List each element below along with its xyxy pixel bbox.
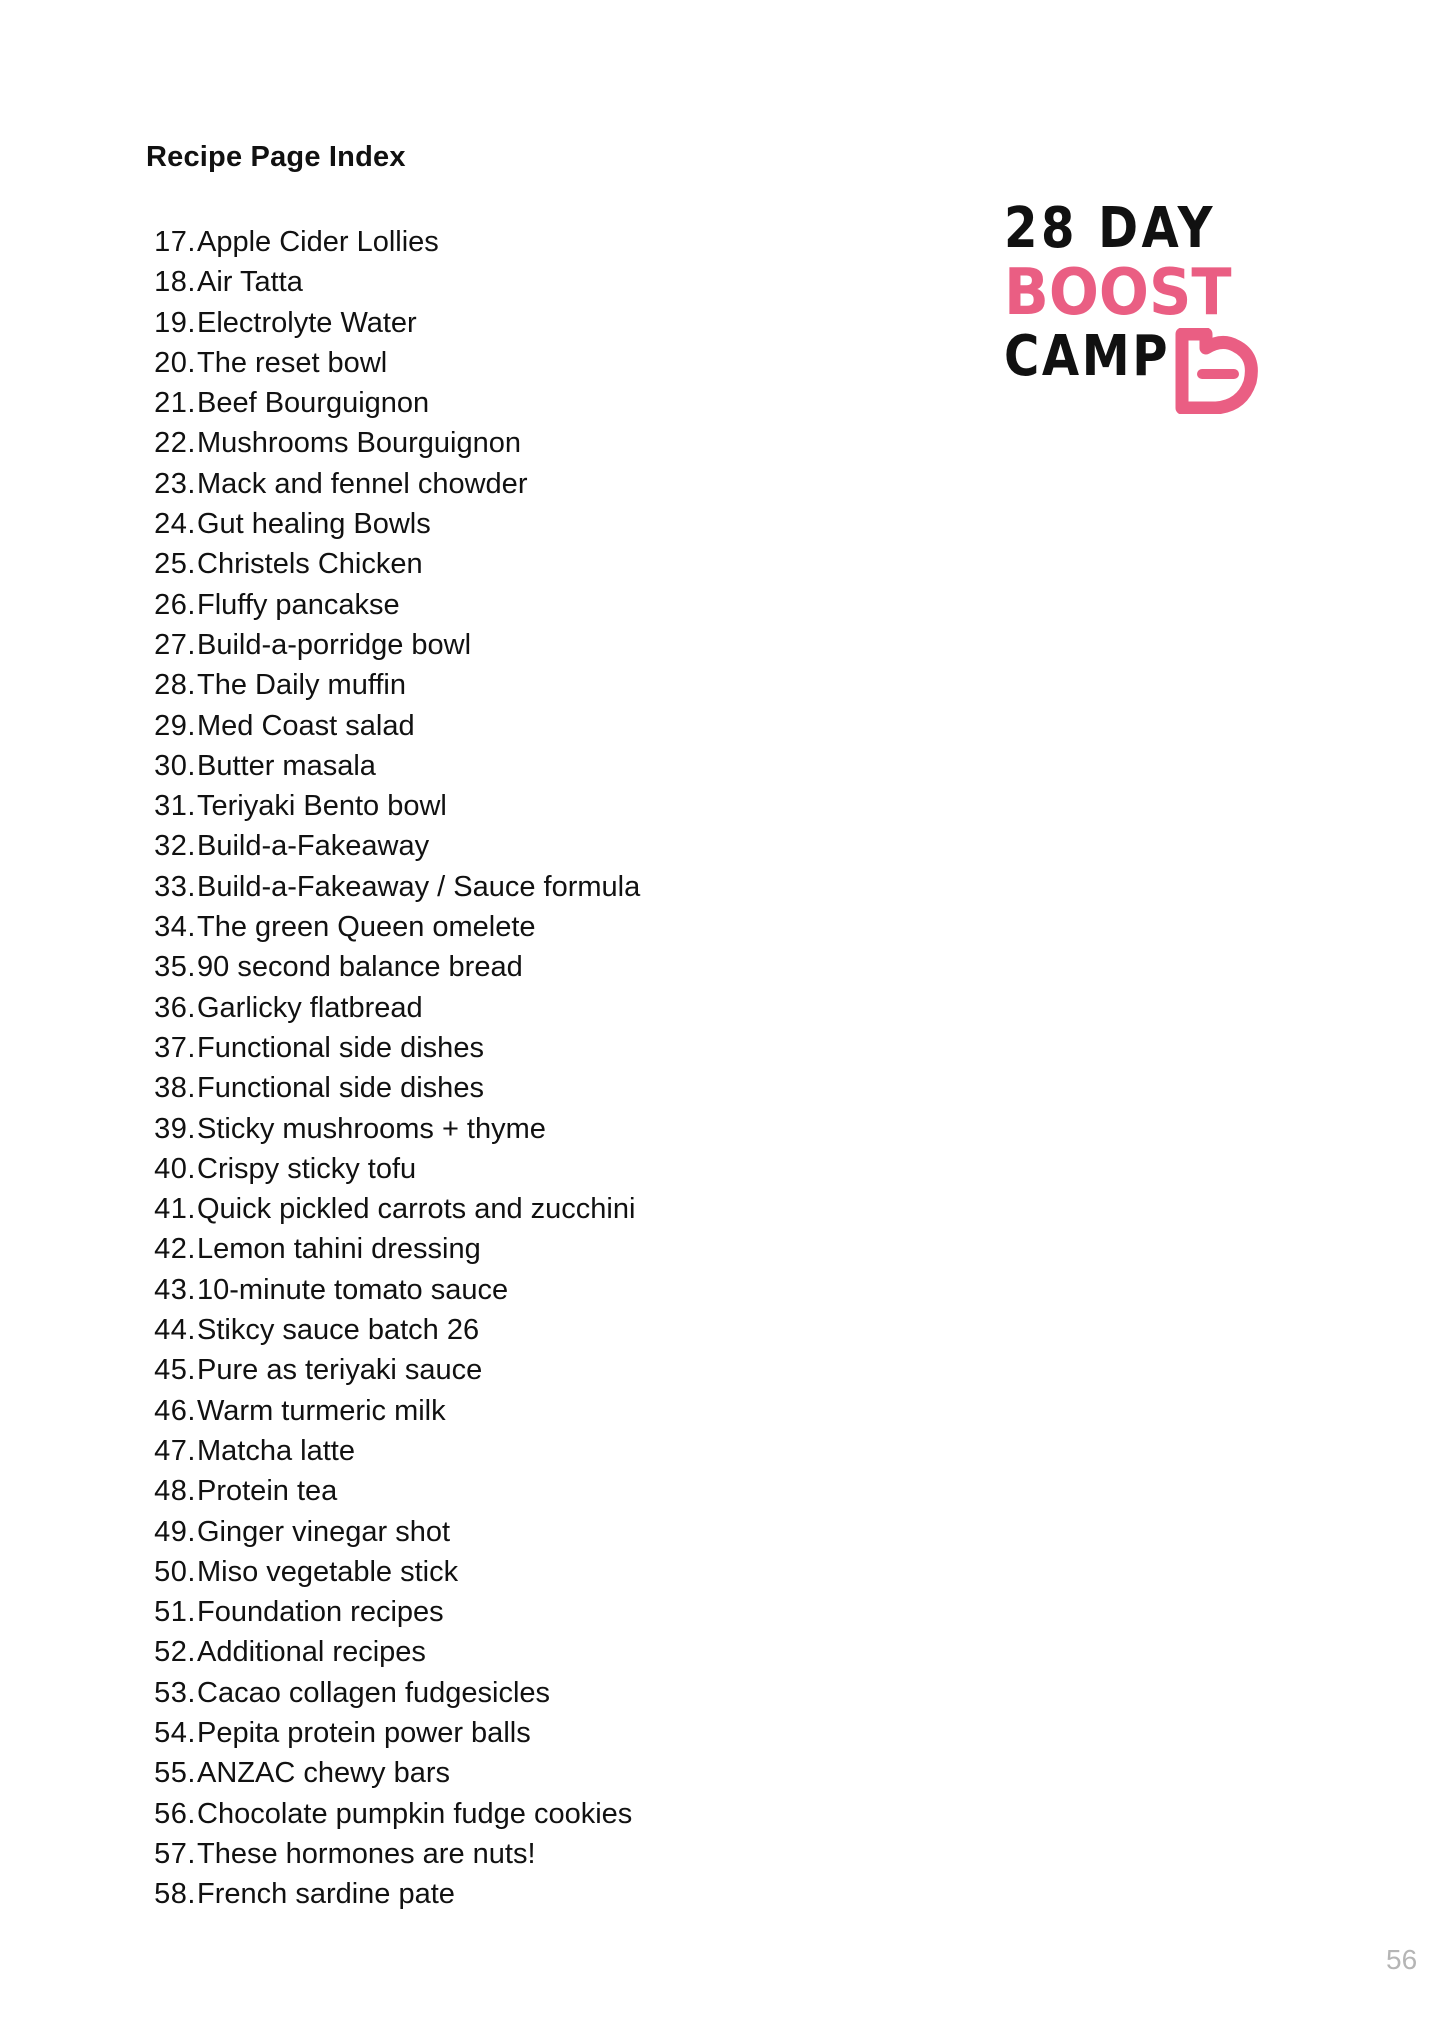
recipe-title: Protein tea xyxy=(197,1475,338,1508)
recipe-title: Build-a-Fakeaway xyxy=(197,830,430,863)
recipe-title: Build-a-Fakeaway / Sauce formula xyxy=(197,870,641,903)
recipe-page-number: 25. xyxy=(154,548,196,581)
list-item xyxy=(146,383,640,423)
list-item xyxy=(146,1310,640,1350)
recipe-index-list xyxy=(146,222,640,1914)
list-item xyxy=(146,1270,640,1310)
recipe-page-number: 56. xyxy=(154,1797,196,1830)
list-item xyxy=(146,1753,640,1793)
list-item xyxy=(146,423,640,463)
recipe-page-number: 28. xyxy=(154,669,196,702)
recipe-page-number: 54. xyxy=(154,1716,196,1749)
list-item xyxy=(146,1109,640,1149)
recipe-title: Apple Cider Lollies xyxy=(197,226,439,258)
recipe-title: Teriyaki Bento bowl xyxy=(197,790,447,823)
recipe-page-number: 22. xyxy=(154,427,196,460)
list-item xyxy=(146,262,640,302)
recipe-title: Air Tatta xyxy=(197,266,303,299)
list-item xyxy=(146,1431,640,1471)
recipe-title: 10-minute tomato sauce xyxy=(197,1273,509,1306)
list-item xyxy=(146,826,640,866)
recipe-page-number: 41. xyxy=(154,1193,196,1226)
recipe-title: Warm turmeric milk xyxy=(197,1394,446,1427)
recipe-title: These hormones are nuts! xyxy=(197,1837,536,1870)
list-item xyxy=(146,1834,640,1874)
recipe-page-number: 31. xyxy=(154,790,196,823)
recipe-title: Matcha latte xyxy=(197,1434,355,1467)
recipe-title: Garlicky flatbread xyxy=(197,991,423,1024)
list-item xyxy=(146,1068,640,1108)
recipe-title: Cacao collagen fudgesicles xyxy=(197,1676,551,1709)
recipe-page-number: 51. xyxy=(154,1596,196,1629)
recipe-title: Fluffy pancakse xyxy=(197,588,400,621)
list-item xyxy=(146,303,640,343)
recipe-title: The Daily muffin xyxy=(197,669,406,702)
list-item xyxy=(146,907,640,947)
recipe-title: 90 second balance bread xyxy=(197,951,523,984)
recipe-page-number: 44. xyxy=(154,1314,196,1347)
list-item xyxy=(146,585,640,625)
logo-line-28-day: 28 DAY xyxy=(1004,196,1216,261)
recipe-title: Gut healing Bowls xyxy=(197,508,431,541)
recipe-page-number: 39. xyxy=(154,1112,196,1145)
recipe-title: Mack and fennel chowder xyxy=(197,467,528,500)
recipe-page-number: 19. xyxy=(154,306,196,339)
recipe-page-number: 38. xyxy=(154,1072,196,1105)
recipe-page-number: 32. xyxy=(154,830,196,863)
recipe-page-number: 35. xyxy=(154,951,196,984)
list-item xyxy=(146,1028,640,1068)
recipe-page-number: 43. xyxy=(154,1273,196,1306)
recipe-title: Pure as teriyaki sauce xyxy=(197,1354,483,1387)
list-item xyxy=(146,1794,640,1834)
recipe-page-number: 57. xyxy=(154,1837,196,1870)
list-item xyxy=(146,1552,640,1592)
recipe-title: Chocolate pumpkin fudge cookies xyxy=(197,1797,633,1830)
list-item xyxy=(146,786,640,826)
recipe-title: Crispy sticky tofu xyxy=(197,1152,417,1185)
list-item xyxy=(146,1229,640,1269)
recipe-title: Med Coast salad xyxy=(197,709,415,742)
recipe-title: Functional side dishes xyxy=(197,1072,484,1105)
recipe-page-number: 40. xyxy=(154,1152,196,1185)
recipe-title: The reset bowl xyxy=(197,346,388,379)
list-item xyxy=(146,464,640,504)
logo-line-camp: CAMP xyxy=(1004,324,1171,389)
recipe-page-number: 26. xyxy=(154,588,196,621)
recipe-page-number: 50. xyxy=(154,1555,196,1588)
recipe-title: The green Queen omelete xyxy=(197,911,536,944)
recipe-page-number: 36. xyxy=(154,991,196,1024)
recipe-title: Beef Bourguignon xyxy=(197,387,430,420)
list-item xyxy=(146,988,640,1028)
list-item xyxy=(146,1471,640,1511)
recipe-title: Stikcy sauce batch 26 xyxy=(197,1314,480,1347)
recipe-page-number: 33. xyxy=(154,870,196,903)
recipe-page-number: 18. xyxy=(154,266,196,299)
recipe-page-number: 52. xyxy=(154,1636,196,1669)
list-item xyxy=(146,625,640,665)
recipe-title: Christels Chicken xyxy=(197,548,423,581)
list-item xyxy=(146,1350,640,1390)
list-item xyxy=(146,1189,640,1229)
list-item xyxy=(146,1391,640,1431)
recipe-title: Ginger vinegar shot xyxy=(197,1515,451,1548)
recipe-title: Butter masala xyxy=(197,749,376,782)
list-item xyxy=(146,867,640,907)
recipe-page-number: 45. xyxy=(154,1354,196,1387)
recipe-page-number: 55. xyxy=(154,1757,196,1790)
list-item xyxy=(146,544,640,584)
recipe-page-number: 30. xyxy=(154,749,196,782)
list-item xyxy=(146,1592,640,1632)
recipe-title: Pepita protein power balls xyxy=(197,1716,531,1749)
recipe-page-number: 53. xyxy=(154,1676,196,1709)
list-item xyxy=(146,1713,640,1753)
recipe-page-number: 24. xyxy=(154,508,196,541)
list-item xyxy=(146,1673,640,1713)
recipe-title: Electrolyte Water xyxy=(197,306,417,339)
list-item xyxy=(146,222,640,262)
list-item xyxy=(146,706,640,746)
recipe-page-number: 17. xyxy=(154,226,196,258)
logo-line-boost: BOOST xyxy=(1004,256,1232,330)
recipe-page-number: 23. xyxy=(154,467,196,500)
recipe-page-number: 20. xyxy=(154,346,196,379)
recipe-title: Mushrooms Bourguignon xyxy=(197,427,522,460)
recipe-title: French sardine pate xyxy=(197,1878,455,1911)
recipe-page-number: 49. xyxy=(154,1515,196,1548)
recipe-title: Additional recipes xyxy=(197,1636,426,1669)
recipe-page-number: 37. xyxy=(154,1031,196,1064)
recipe-title: Functional side dishes xyxy=(197,1031,484,1064)
list-item xyxy=(146,1149,640,1189)
heart-b-icon xyxy=(1172,328,1260,414)
recipe-page-number: 34. xyxy=(154,911,196,944)
recipe-title: Miso vegetable stick xyxy=(197,1555,459,1588)
list-item xyxy=(146,665,640,705)
recipe-page-number: 29. xyxy=(154,709,196,742)
recipe-page-number: 48. xyxy=(154,1475,196,1508)
recipe-title: Sticky mushrooms + thyme xyxy=(197,1112,546,1145)
list-item xyxy=(146,504,640,544)
list-item xyxy=(146,947,640,987)
recipe-page-number: 47. xyxy=(154,1434,196,1467)
recipe-page-number: 21. xyxy=(154,387,196,420)
list-item xyxy=(146,1874,640,1914)
list-item xyxy=(146,343,640,383)
recipe-page-number: 27. xyxy=(154,628,196,661)
recipe-page-number: 46. xyxy=(154,1394,196,1427)
brand-logo xyxy=(1004,196,1264,426)
recipe-title: Foundation recipes xyxy=(197,1596,444,1629)
page-title: Recipe Page Index xyxy=(146,141,406,173)
recipe-page-number: 58. xyxy=(154,1878,196,1911)
recipe-page-number: 42. xyxy=(154,1233,196,1266)
list-item xyxy=(146,1632,640,1672)
recipe-title: Lemon tahini dressing xyxy=(197,1233,481,1266)
list-item xyxy=(146,1512,640,1552)
page-number: 56 xyxy=(1386,1944,1418,1975)
list-item xyxy=(146,746,640,786)
recipe-title: Build-a-porridge bowl xyxy=(197,628,472,661)
recipe-title: Quick pickled carrots and zucchini xyxy=(197,1193,636,1226)
recipe-title: ANZAC chewy bars xyxy=(197,1757,451,1790)
